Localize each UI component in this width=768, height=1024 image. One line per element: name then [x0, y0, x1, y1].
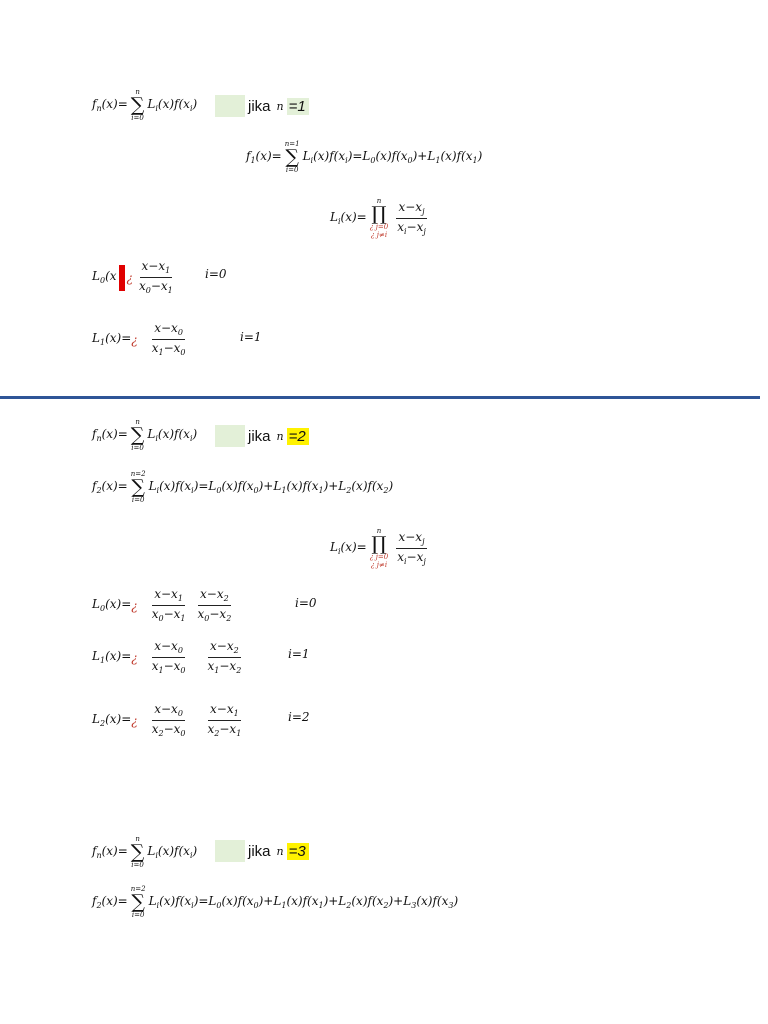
- general-lagrange-formula-3: $f_n(x)=$ n ∑ i=0 $L_i(x)f(x_i)$: [92, 835, 198, 869]
- f3-expansion: $f_2(x)=$ n=2 ∑ i=0 $L_i(x)f(x_i)=L_0(x)f(x_0)+L_1(x)f(x_1)+L_2(x)f(x_2)+L_3(x)f(x_3)$: [92, 885, 459, 919]
- condition-label-1: jika n =1: [215, 95, 309, 117]
- basis-product-formula-1: $L_i(x)=$ n ∏ ¿ j=0 ¿ j≠i $\frac{x-x_j}{x_i-x_j}$: [330, 197, 426, 239]
- general-lagrange-formula-2: $f_n(x)=$ n ∑ i=0 $L_i(x)f(x_i)$: [92, 418, 198, 452]
- index-label: i=1: [288, 647, 310, 661]
- L1-section2: $L_1(x)=$ ¿ $\frac{x-x_0}{x_1-x_0}$ $\frac{x-x_2}{x_1-x_2}$: [92, 639, 242, 675]
- index-label: i=1: [240, 330, 262, 344]
- section-divider: [0, 396, 760, 399]
- red-cursor-marker: [119, 265, 125, 291]
- f2-expansion: $f_2(x)=$ n=2 ∑ i=0 $L_i(x)f(x_i)=L_0(x)f(x_0)+L_1(x)f(x_1)+L_2(x)f(x_2)$: [92, 470, 394, 504]
- L0-section1: $L_0(x$ ¿ $\frac{x-x_1}{x_0-x_1}$: [92, 259, 173, 295]
- L1-section1: $L_1(x)=$ ¿ $\frac{x-x_0}{x_1-x_0}$: [92, 321, 186, 357]
- condition-label-3: jika n =3: [215, 840, 309, 862]
- index-label: i=0: [205, 267, 227, 281]
- condition-label-2: jika n =2: [215, 425, 309, 447]
- general-lagrange-formula-1: $f_n(x)=$ n ∑ i=0 $L_i(x)f(x_i)$: [92, 88, 198, 122]
- f1-expansion: $f_1(x)=$ n=1 ∑ i=0 $L_i(x)f(x_i)=L_0(x)f(x_0)+L_1(x)f(x_1)$: [246, 140, 483, 174]
- index-label: i=2: [288, 710, 310, 724]
- summation-symbol: n ∑ i=0: [130, 88, 145, 122]
- L0-section2: $L_0(x)=$ ¿ $\frac{x-x_1}{x_0-x_1}$ $\frac{x-x_2}{x_0-x_2}$: [92, 587, 232, 623]
- index-label: i=0: [295, 596, 317, 610]
- basis-product-formula-2: $L_i(x)=$ n ∏ ¿ j=0 ¿ j≠i $\frac{x-x_j}{x_i-x_j}$: [330, 527, 426, 569]
- L2-section2: $L_2(x)=$ ¿ $\frac{x-x_0}{x_2-x_0}$ $\frac{x-x_1}{x_2-x_1}$: [92, 702, 242, 738]
